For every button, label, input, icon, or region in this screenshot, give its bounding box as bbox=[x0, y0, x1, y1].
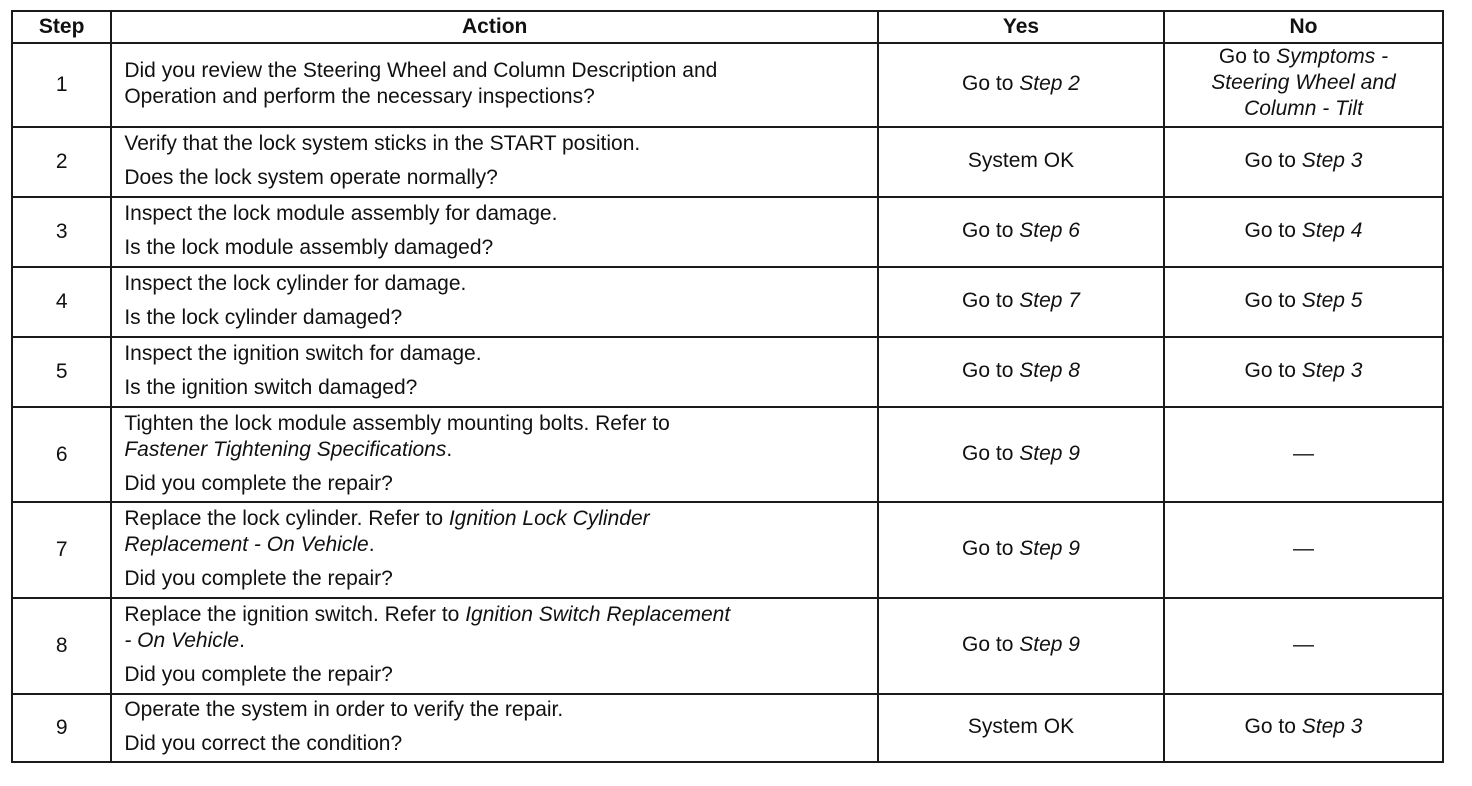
question-text: Did you complete the repair? bbox=[124, 663, 393, 686]
table-row bbox=[12, 197, 1443, 267]
yes-prefix: Go to bbox=[962, 359, 1020, 382]
no-symptoms-link-cont[interactable]: Column - Tilt bbox=[1244, 97, 1363, 120]
no-cell bbox=[1164, 598, 1443, 694]
action-cell bbox=[111, 598, 878, 694]
action-cell bbox=[111, 197, 878, 267]
yes-cell bbox=[878, 267, 1164, 337]
no-cell bbox=[1164, 337, 1443, 407]
no-prefix: Go to bbox=[1244, 219, 1302, 242]
question-text: Is the lock cylinder damaged? bbox=[124, 306, 403, 329]
no-step-link[interactable]: Step 4 bbox=[1301, 219, 1363, 242]
ignition-switch-link[interactable]: Ignition Switch Replacement bbox=[465, 603, 731, 626]
yes-cell bbox=[878, 407, 1164, 502]
no-cell bbox=[1164, 127, 1443, 197]
question-text: Does the lock system operate normally? bbox=[124, 166, 498, 189]
header-row bbox=[12, 11, 1443, 43]
header-yes: Yes bbox=[878, 11, 1164, 43]
lock-cylinder-link-cont[interactable]: Replacement - On Vehicle bbox=[124, 533, 369, 556]
yes-cell bbox=[878, 598, 1164, 694]
no-cell bbox=[1164, 267, 1443, 337]
yes-cell bbox=[878, 127, 1164, 197]
question-text: Is the lock module assembly damaged? bbox=[124, 236, 494, 259]
action-text: Inspect the lock cylinder for damage. bbox=[124, 272, 467, 295]
yes-cell bbox=[878, 502, 1164, 598]
action-cell bbox=[111, 43, 878, 127]
yes-cell bbox=[878, 337, 1164, 407]
yes-cell bbox=[878, 43, 1164, 127]
no-step-link[interactable]: Step 3 bbox=[1301, 149, 1363, 172]
action-cell bbox=[111, 267, 878, 337]
action-tail: . bbox=[446, 437, 453, 461]
no-symptoms-link-cont[interactable]: Steering Wheel and bbox=[1211, 71, 1396, 94]
no-prefix: Go to bbox=[1244, 715, 1302, 738]
yes-cell bbox=[878, 694, 1164, 762]
lock-cylinder-link[interactable]: Ignition Lock Cylinder bbox=[448, 507, 650, 530]
action-text: Inspect the ignition switch for damage. bbox=[124, 342, 482, 365]
question-text: Did you correct the condition? bbox=[124, 732, 403, 755]
yes-step-link[interactable]: Step 9 bbox=[1019, 441, 1080, 465]
table-row bbox=[12, 127, 1443, 197]
table-row bbox=[12, 337, 1443, 407]
step-number: 4 bbox=[12, 267, 111, 337]
action-tail: . bbox=[239, 629, 245, 652]
action-text: Replace the lock cylinder. Refer to bbox=[124, 507, 449, 530]
no-dash: — bbox=[1293, 633, 1314, 656]
yes-prefix: Go to bbox=[962, 633, 1020, 656]
table-row bbox=[12, 598, 1443, 694]
no-dash: — bbox=[1293, 537, 1314, 560]
action-cell bbox=[111, 337, 878, 407]
no-prefix: Go to bbox=[1244, 149, 1302, 172]
action-text: Operation and perform the necessary inspections? bbox=[124, 85, 595, 108]
yes-text: System OK bbox=[967, 149, 1075, 172]
yes-step-link[interactable]: Step 8 bbox=[1019, 359, 1080, 382]
no-step-link[interactable]: Step 3 bbox=[1301, 715, 1363, 738]
yes-cell bbox=[878, 197, 1164, 267]
yes-prefix: Go to bbox=[962, 537, 1020, 560]
header-step: Step bbox=[12, 11, 111, 43]
no-step-link[interactable]: Step 3 bbox=[1301, 359, 1363, 382]
no-symptoms-link[interactable]: Symptoms - bbox=[1276, 45, 1389, 68]
yes-prefix: Go to bbox=[962, 72, 1020, 95]
header-action: Action bbox=[111, 11, 878, 43]
no-cell: Go to Symptoms - Steering Wheel and Column - Tilt bbox=[1164, 43, 1443, 127]
ignition-switch-link-cont[interactable]: - On Vehicle bbox=[124, 629, 240, 652]
step-number: 8 bbox=[12, 598, 111, 694]
yes-step-link[interactable]: Step 9 bbox=[1019, 537, 1080, 560]
header-no: No bbox=[1164, 11, 1443, 43]
yes-step-link[interactable]: Step 2 bbox=[1019, 72, 1080, 95]
action-text: Tighten the lock module assembly mounting bolts. Refer to bbox=[124, 411, 670, 435]
action-text: Operate the system in order to verify the repair. bbox=[124, 698, 564, 721]
step-number: 1 bbox=[12, 43, 111, 127]
question-text: Did you complete the repair? bbox=[124, 567, 393, 590]
question-text: Did you complete the repair? bbox=[124, 471, 393, 495]
no-prefix: Go to bbox=[1244, 359, 1302, 382]
step-number: 2 bbox=[12, 127, 111, 197]
yes-text: System OK bbox=[967, 715, 1075, 738]
action-tail: . bbox=[368, 533, 375, 556]
yes-step-link[interactable]: Step 7 bbox=[1019, 289, 1080, 312]
action-text: Inspect the lock module assembly for damage. bbox=[124, 202, 558, 225]
no-cell bbox=[1164, 502, 1443, 598]
table-row bbox=[12, 407, 1443, 502]
fastener-spec-link[interactable]: Fastener Tightening Specifications bbox=[124, 437, 447, 461]
action-cell bbox=[111, 502, 878, 598]
action-text: Replace the ignition switch. Refer to bbox=[124, 603, 466, 626]
action-cell bbox=[111, 694, 878, 762]
no-cell bbox=[1164, 407, 1443, 502]
yes-step-link[interactable]: Step 9 bbox=[1019, 633, 1080, 656]
diagnostic-table bbox=[11, 10, 1444, 763]
step-number: 3 bbox=[12, 197, 111, 267]
no-step-link[interactable]: Step 5 bbox=[1301, 289, 1363, 312]
step-number: 9 bbox=[12, 694, 111, 762]
step-number: 7 bbox=[12, 502, 111, 598]
table-row bbox=[12, 267, 1443, 337]
action-text: Verify that the lock system sticks in the START position. bbox=[124, 132, 641, 155]
table-row bbox=[12, 694, 1443, 762]
table-row bbox=[12, 43, 1443, 127]
action-cell bbox=[111, 407, 878, 502]
no-prefix: Go to bbox=[1244, 289, 1302, 312]
yes-prefix: Go to bbox=[962, 441, 1020, 465]
action-text: Did you review the Steering Wheel and Column Description and bbox=[124, 59, 718, 82]
no-cell bbox=[1164, 694, 1443, 762]
yes-prefix: Go to bbox=[962, 289, 1020, 312]
yes-step-link[interactable]: Step 6 bbox=[1019, 219, 1080, 242]
question-text: Is the ignition switch damaged? bbox=[124, 376, 418, 399]
yes-prefix: Go to bbox=[962, 219, 1020, 242]
table-row bbox=[12, 502, 1443, 598]
step-number: 5 bbox=[12, 337, 111, 407]
no-dash: — bbox=[1293, 441, 1314, 465]
step-number: 6 bbox=[12, 407, 111, 502]
no-cell bbox=[1164, 197, 1443, 267]
action-cell bbox=[111, 127, 878, 197]
